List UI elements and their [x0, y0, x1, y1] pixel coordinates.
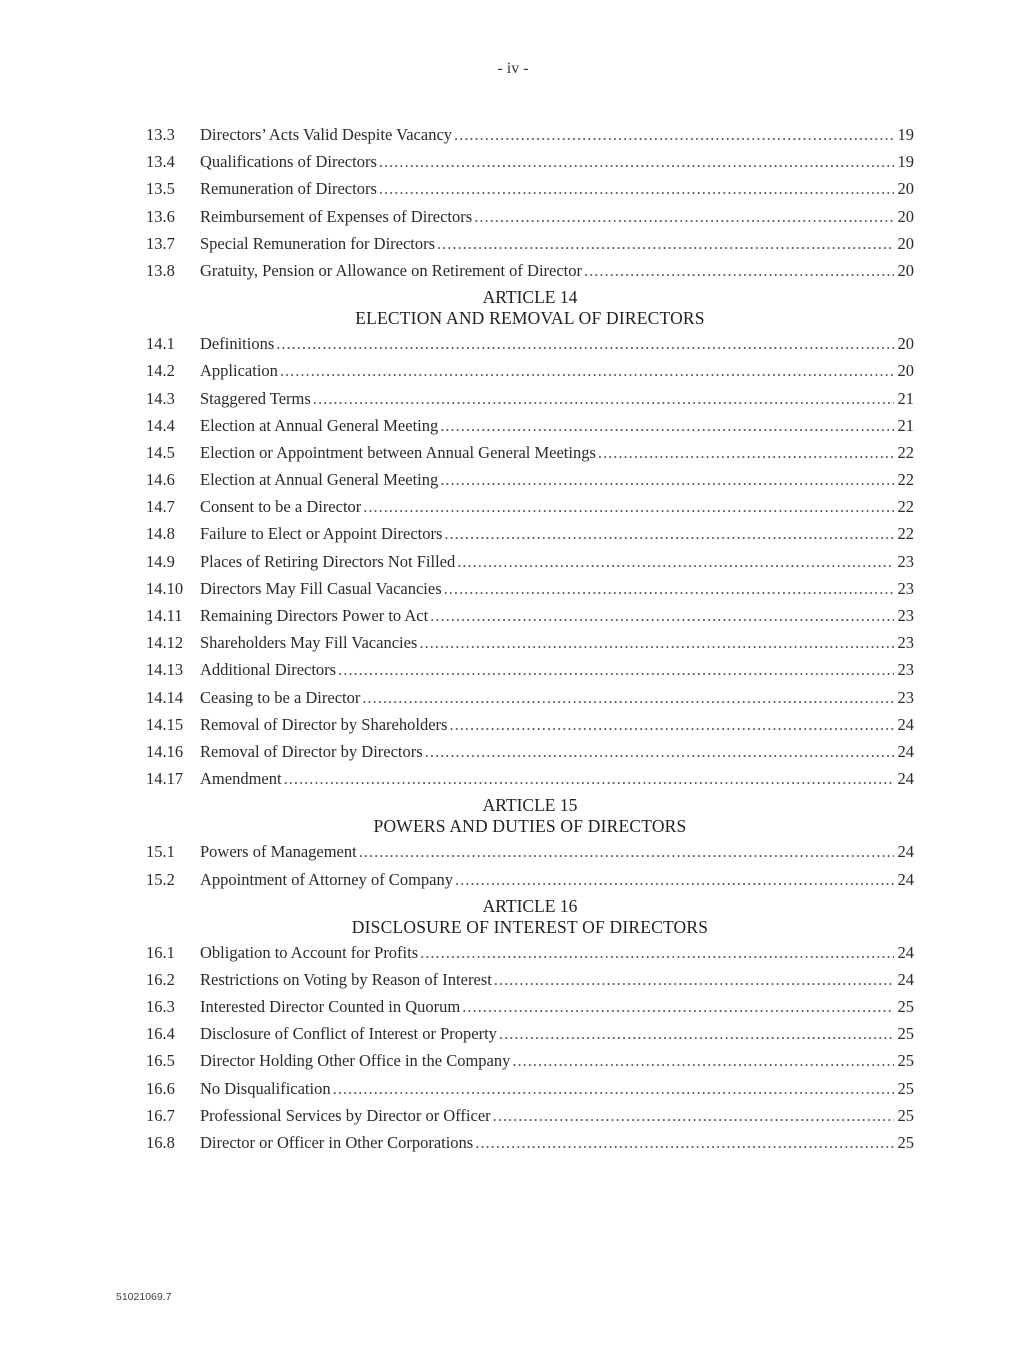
toc-group	[146, 792, 914, 892]
dot-leader	[457, 548, 894, 575]
section-number: 14.6	[146, 470, 175, 490]
section-title: Directors May Fill Casual Vacancies	[200, 578, 442, 598]
dot-leader	[284, 765, 894, 792]
dot-leader	[598, 439, 894, 466]
toc-entry	[146, 330, 914, 357]
section-title: Gratuity, Pension or Allowance on Retirement of Director	[200, 260, 582, 280]
dot-leader	[338, 656, 894, 683]
section-number: 14.8	[146, 524, 175, 544]
page-ref: 25	[897, 1105, 914, 1125]
page-ref: 23	[897, 578, 914, 598]
article-heading	[146, 893, 914, 939]
toc-entry	[146, 230, 914, 257]
dot-leader	[437, 230, 894, 257]
page-ref: 21	[897, 388, 914, 408]
section-number: 16.3	[146, 997, 175, 1017]
page-ref: 25	[897, 1133, 914, 1152]
section-title: Appointment of Attorney of Company	[200, 869, 453, 889]
page-ref: 24	[897, 969, 914, 989]
section-title: Restrictions on Voting by Reason of Interest	[200, 969, 492, 989]
section-number: 14.16	[146, 741, 184, 761]
section-number: 14.7	[146, 497, 175, 517]
section-number: 14.15	[146, 714, 184, 734]
page-ref: 22	[897, 524, 914, 544]
toc-entry	[146, 966, 914, 993]
page-ref: 20	[897, 206, 914, 226]
section-title: Directors’ Acts Valid Despite Vacancy	[200, 125, 453, 144]
article-number: ARTICLE 14	[482, 287, 578, 308]
toc-entry	[146, 1075, 914, 1102]
document-id: 51021069.7	[116, 1291, 172, 1303]
page-number: - iv -	[497, 60, 529, 77]
toc-entry	[146, 838, 914, 865]
section-title: Places of Retiring Directors Not Filled	[200, 551, 456, 571]
section-title: Definitions	[200, 334, 275, 354]
dot-leader	[494, 966, 894, 993]
page-ref: 25	[897, 997, 914, 1017]
dot-leader	[419, 629, 894, 656]
page-ref: 24	[897, 842, 914, 862]
article-number: ARTICLE 15	[482, 795, 578, 816]
section-number: 14.3	[146, 388, 175, 408]
section-number: 16.5	[146, 1051, 175, 1071]
section-title: Disclosure of Conflict of Interest or Property	[200, 1024, 497, 1044]
dot-leader	[493, 1102, 894, 1129]
dot-leader	[379, 148, 894, 175]
page-ref: 25	[897, 1078, 914, 1098]
page-ref: 23	[897, 633, 914, 653]
section-number: 14.2	[146, 361, 175, 381]
page-ref: 20	[897, 361, 914, 381]
page-ref: 20	[897, 233, 914, 253]
toc-group	[146, 284, 914, 792]
page-ref: 24	[897, 714, 914, 734]
section-number: 14.1	[146, 334, 175, 354]
toc-entry	[146, 993, 914, 1020]
dot-leader	[333, 1075, 894, 1102]
section-title: Director Holding Other Office in the Company	[200, 1051, 511, 1071]
toc-entry	[146, 711, 914, 738]
toc-entry	[146, 548, 914, 575]
article-heading	[146, 792, 914, 838]
section-title: Special Remuneration for Directors	[200, 233, 436, 253]
toc-entry	[146, 602, 914, 629]
section-title: Qualifications of Directors	[200, 152, 377, 172]
dot-leader	[455, 866, 894, 893]
page-ref: 23	[897, 551, 914, 571]
section-title: Ceasing to be a Director	[200, 687, 361, 707]
section-number: 13.7	[146, 233, 175, 253]
section-number: 14.17	[146, 769, 184, 789]
toc-entry	[146, 439, 914, 466]
section-title: Failure to Elect or Appoint Directors	[200, 524, 443, 544]
table-of-contents	[146, 121, 914, 1156]
toc-entry	[146, 575, 914, 602]
page-ref: 20	[897, 179, 914, 199]
page-ref: 24	[897, 942, 914, 962]
dot-leader	[379, 175, 894, 202]
section-title: Removal of Director by Directors	[200, 741, 423, 761]
toc-entry	[146, 939, 914, 966]
section-number: 14.14	[146, 687, 184, 707]
dot-leader	[444, 575, 894, 602]
toc-entry	[146, 765, 914, 792]
section-title: Election at Annual General Meeting	[200, 470, 439, 490]
section-number: 16.2	[146, 969, 175, 989]
section-title: Election or Appointment between Annual General Meetings	[200, 442, 596, 462]
page-ref: 25	[897, 1051, 914, 1071]
section-title: Director or Officer in Other Corporations	[200, 1133, 474, 1152]
dot-leader	[475, 1129, 894, 1156]
toc-entry	[146, 466, 914, 493]
toc-entry	[146, 520, 914, 547]
section-number: 16.7	[146, 1105, 175, 1125]
toc-entry	[146, 1129, 914, 1156]
page-ref: 20	[897, 260, 914, 280]
section-number: 14.12	[146, 633, 184, 653]
toc-entry	[146, 684, 914, 711]
dot-leader	[440, 412, 894, 439]
toc-entry	[146, 629, 914, 656]
article-title: DISCLOSURE OF INTEREST OF DIRECTORS	[351, 916, 709, 937]
section-title: Removal of Director by Shareholders	[200, 714, 448, 734]
dot-leader	[499, 1020, 894, 1047]
section-number: 14.10	[146, 578, 184, 598]
section-title: Remuneration of Directors	[200, 179, 377, 199]
dot-leader	[425, 738, 894, 765]
section-title: Powers of Management	[200, 842, 357, 862]
section-number: 16.4	[146, 1024, 175, 1044]
section-title: Professional Services by Director or Officer	[200, 1105, 491, 1125]
page-ref: 20	[897, 334, 914, 354]
dot-leader	[363, 493, 894, 520]
toc-entry	[146, 257, 914, 284]
section-title: Shareholders May Fill Vacancies	[200, 633, 418, 653]
page-ref: 24	[897, 741, 914, 761]
section-number: 14.4	[146, 415, 175, 435]
toc-entry	[146, 385, 914, 412]
section-title: Interested Director Counted in Quorum	[200, 997, 461, 1017]
toc-entry	[146, 1020, 914, 1047]
page-ref: 19	[897, 152, 914, 172]
page-ref: 21	[897, 415, 914, 435]
section-title: No Disqualification	[200, 1078, 331, 1098]
section-number: 16.1	[146, 942, 175, 962]
section-title: Staggered Terms	[200, 388, 311, 408]
section-number: 15.2	[146, 869, 175, 889]
section-number: 14.11	[146, 606, 183, 625]
section-number: 16.8	[146, 1133, 175, 1152]
page-ref: 24	[897, 869, 914, 889]
section-number: 16.6	[146, 1078, 175, 1098]
section-title: Amendment	[200, 769, 282, 789]
toc-entry	[146, 866, 914, 893]
page-ref: 22	[897, 470, 914, 490]
toc-entry	[146, 738, 914, 765]
toc-group	[146, 121, 914, 284]
section-title: Consent to be a Director	[200, 497, 362, 517]
toc-entry	[146, 175, 914, 202]
section-number: 15.1	[146, 842, 175, 862]
section-number: 13.3	[146, 125, 175, 144]
page-ref: 25	[897, 1024, 914, 1044]
dot-leader	[440, 466, 894, 493]
dot-leader	[512, 1047, 894, 1074]
section-title: Obligation to Account for Profits	[200, 942, 419, 962]
dot-leader	[430, 602, 894, 629]
page-ref: 23	[897, 660, 914, 680]
section-number: 13.6	[146, 206, 175, 226]
page-ref: 19	[897, 125, 914, 144]
section-title: Reimbursement of Expenses of Directors	[200, 206, 473, 226]
toc-group	[146, 893, 914, 1157]
section-number: 13.4	[146, 152, 175, 172]
article-title: POWERS AND DUTIES OF DIRECTORS	[373, 816, 687, 837]
page-ref: 22	[897, 442, 914, 462]
section-number: 13.8	[146, 260, 175, 280]
article-title: ELECTION AND REMOVAL OF DIRECTORS	[355, 308, 705, 329]
article-number: ARTICLE 16	[482, 895, 578, 916]
toc-entry	[146, 412, 914, 439]
dot-leader	[454, 121, 894, 148]
toc-entry	[146, 1047, 914, 1074]
page-ref: 23	[897, 687, 914, 707]
section-number: 13.5	[146, 179, 175, 199]
dot-leader	[474, 203, 894, 230]
dot-leader	[313, 385, 894, 412]
dot-leader	[444, 520, 894, 547]
toc-entry	[146, 121, 914, 148]
section-number: 14.5	[146, 442, 175, 462]
section-number: 14.9	[146, 551, 175, 571]
dot-leader	[362, 684, 894, 711]
article-heading	[146, 284, 914, 330]
page-ref: 23	[897, 606, 914, 625]
dot-leader	[462, 993, 894, 1020]
toc-entry	[146, 357, 914, 384]
dot-leader	[420, 939, 894, 966]
section-title: Election at Annual General Meeting	[200, 415, 439, 435]
dot-leader	[449, 711, 894, 738]
toc-entry	[146, 656, 914, 683]
toc-entry	[146, 493, 914, 520]
section-title: Remaining Directors Power to Act	[200, 606, 429, 625]
section-number: 14.13	[146, 660, 184, 680]
dot-leader	[276, 330, 894, 357]
page-ref: 24	[897, 769, 914, 789]
dot-leader	[584, 257, 894, 284]
section-title: Application	[200, 361, 278, 381]
page-ref: 22	[897, 497, 914, 517]
toc-entry	[146, 203, 914, 230]
dot-leader	[280, 357, 894, 384]
section-title: Additional Directors	[200, 660, 337, 680]
toc-entry	[146, 1102, 914, 1129]
dot-leader	[359, 838, 894, 865]
toc-entry	[146, 148, 914, 175]
